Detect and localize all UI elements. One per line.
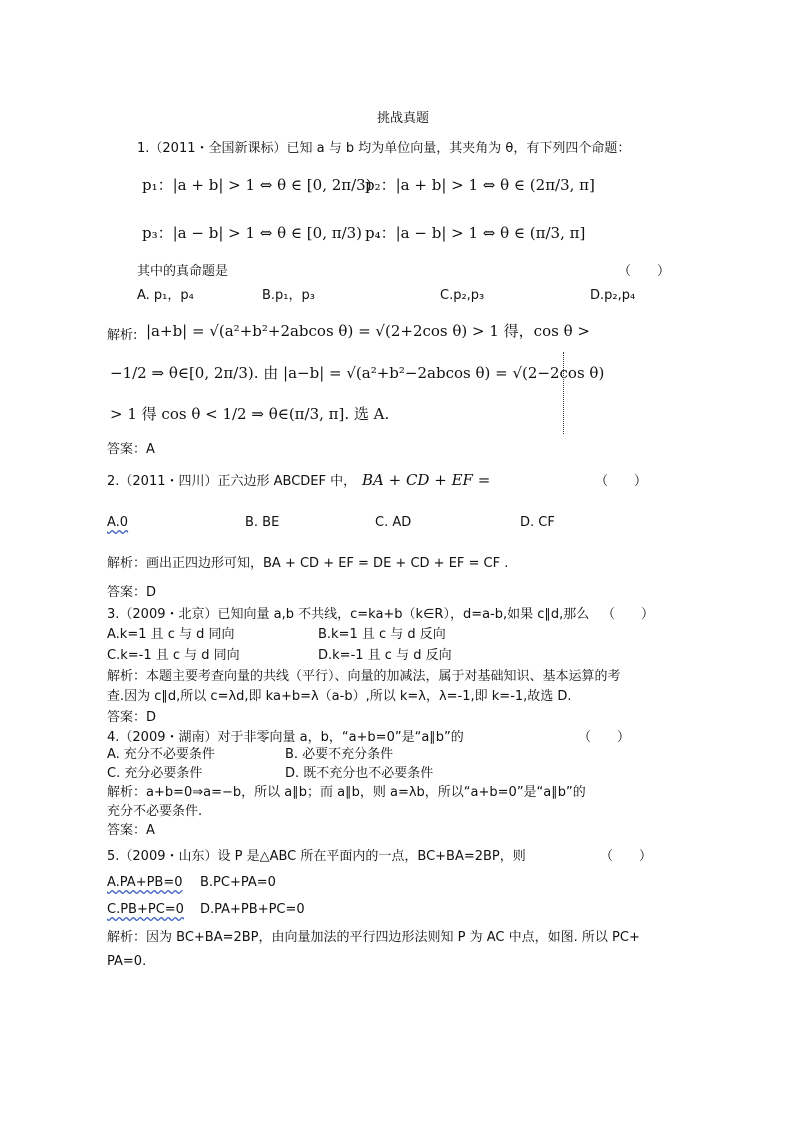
q5-option-a: A.PA+PB=0 [107,875,183,890]
q1-option-b: B.p₁，p₃ [262,288,315,303]
q1-bracket: （ ） [618,264,671,279]
q4-answer: 答案：A [107,823,155,838]
q1-p4: p₄：|a − b| > 1 ⇔ θ ∈ (π/3, π] [365,224,586,242]
q1-analysis-line3: > 1 得 cos θ < 1/2 ⇒ θ∈(π/3, π]. 选 A. [110,405,390,423]
q2-option-d: D. CF [520,515,555,530]
dotted-divider [563,352,564,434]
q3-analysis-line1: 解析：本题主要考查向量的共线（平行）、向量的加减法，属于对基础知识、基本运算的考 [107,669,621,684]
q2-option-a: A.0 [107,515,129,530]
q5-option-d: D.PA+PB+PC=0 [200,902,305,917]
q2-option-c: C. AD [375,515,412,530]
q2-analysis: 解析：画出正四边形可知，BA + CD + EF = DE + CD + EF = CF . [107,556,509,571]
q1-answer: 答案：A [107,442,155,457]
q4-option-b: B. 必要不充分条件 [285,747,394,762]
q5-option-c: C.PB+PC=0 [107,902,184,917]
q4-option-d: D. 既不充分也不必要条件 [285,766,434,781]
q1-p2: p₂：|a + b| > 1 ⇔ θ ∈ (2π/3, π] [365,176,595,194]
q3-analysis-line2: 查.因为 c∥d,所以 c=λd,即 ka+b=λ（a-b）,所以 k=λ，λ=-1,即 k=-1,故选 D. [107,689,572,704]
q3-option-d: D.k=-1 且 c 与 d 反向 [318,648,452,663]
q1-option-d: D.p₂,p₄ [590,288,636,303]
q1-p1: p₁：|a + b| > 1 ⇔ θ ∈ [0, 2π/3) [142,176,372,194]
q1-analysis-label: 解析: [107,328,138,343]
q1-ask: 其中的真命题是 [137,264,229,279]
q4-stem: 4.（2009・湖南）对于非零向量 a，b，“a+b=0”是“a∥b”的 [107,730,464,745]
page-title: 挑战真题 [377,111,430,126]
q4-option-a: A. 充分不必要条件 [107,747,215,762]
q2-option-b: B. BE [245,515,280,530]
q5-analysis-line1: 解析：因为 BC+BA=2BP，由向量加法的平行四边形法则知 P 为 AC 中点，如图. 所以 PC+ [107,930,640,945]
q4-analysis-line1: 解析：a+b=0⇒a=−b，所以 a∥b；而 a∥b，则 a=λb，所以“a+b=0”是“a∥b”的 [107,785,586,800]
q1-stem: 1.（2011・全国新课标）已知 a 与 b 均为单位向量，其夹角为 θ，有下列四个命题： [137,141,631,156]
q2-answer: 答案：D [107,585,157,600]
q1-p3: p₃：|a − b| > 1 ⇔ θ ∈ [0, π/3) [142,224,363,242]
q5-option-b: B.PC+PA=0 [200,875,276,890]
q1-analysis-line2: −1/2 ⇒ θ∈[0, 2π/3). 由 |a−b| = √(a²+b²−2abcos θ) = √(2−2cos θ) [110,364,605,382]
q2-bracket: （ ） [595,474,648,489]
q4-analysis-line2: 充分不必要条件. [107,804,203,819]
q3-option-b: B.k=1 且 c 与 d 反向 [318,627,446,642]
q5-bracket: （ ） [600,849,653,864]
q4-option-c: C. 充分必要条件 [107,766,203,781]
q5-stem: 5.（2009・山东）设 P 是△ABC 所在平面内的一点，BC+BA=2BP，则 [107,849,526,864]
q2-expression: BA + CD + EF = [362,471,491,489]
q3-bracket: （ ） [602,607,655,622]
q4-bracket: （ ） [578,730,631,745]
q3-option-a: A.k=1 且 c 与 d 同向 [107,627,235,642]
q1-analysis-line1: |a+b| = √(a²+b²+2abcos θ) = √(2+2cos θ) > 1 得，cos θ > [146,322,590,340]
q3-answer: 答案：D [107,710,157,725]
q5-analysis-line2: PA=0. [107,954,147,969]
q2-stem: 2.（2011・四川）正六边形 ABCDEF 中， [107,474,357,489]
q1-option-a: A. p₁，p₄ [137,288,194,303]
q3-option-c: C.k=-1 且 c 与 d 同向 [107,648,240,663]
q1-option-c: C.p₂,p₃ [440,288,485,303]
q3-stem: 3.（2009・北京）已知向量 a,b 不共线，c=ka+b（k∈R），d=a-b,如果 c∥d,那么 [107,607,590,622]
